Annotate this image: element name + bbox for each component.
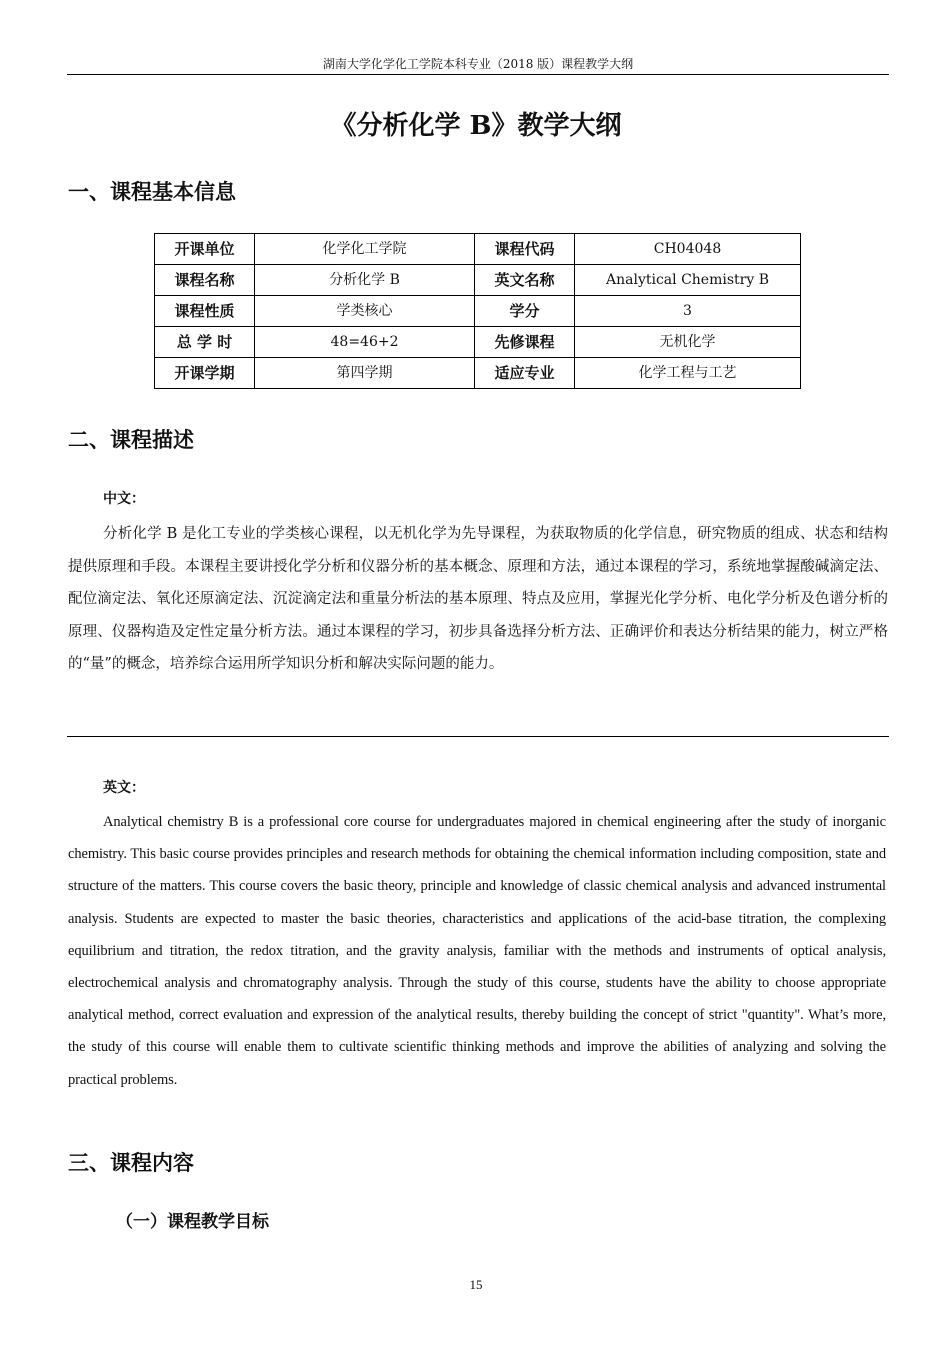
table-label-cell: 开课学期 (155, 358, 255, 389)
chinese-label: 中文： (103, 491, 145, 507)
document-title: 《分析化学 B》教学大纲 (330, 111, 622, 141)
running-header: 湖南大学化学化工学院本科专业（2018 版）课程教学大纲 (67, 54, 889, 75)
chinese-description: 分析化学 B 是化工专业的学类核心课程，以无机化学为先导课程，为获取物质的化学信息，研究物质的组成、状态和结构提供原理和手段。本课程主要讲授化学分析和仪器分析的基本概念、原理和方法，通过本课程的学习，系统地掌握酸碱滴定法、配位滴定法、氧化还原滴定法、沉淀滴定法和重量分析法的基本原理、特点及应用，掌握光化学分析、电化学分析及色谱分析的原理、仪器构造及定性定量分析方法。通过本课程的学习，初步具备选择分析方法、正确评价和表达分析结果的能力，树立严格的“量”的概念，培养综合运用所学知识分析和解决实际问题的能力。 (68, 526, 888, 672)
section-heading-description: 二、课程描述 (68, 427, 194, 452)
table-row (155, 234, 801, 265)
table-value-cell: 学类核心 (255, 296, 475, 327)
table-label-cell: 适应专业 (475, 358, 575, 389)
table-value-cell: 第四学期 (255, 358, 475, 389)
table-label-cell: 学分 (475, 296, 575, 327)
table-row (155, 327, 801, 358)
table-value-cell: 3 (575, 296, 801, 327)
table-value-cell: Analytical Chemistry B (575, 265, 801, 296)
english-description: Analytical chemistry B is a professional core course for undergraduates majored in chemical engineering after the study of inorganic chemistry. This basic course provides principles and research methods for obtaining the chemical information including composition, state and structure of the matters. This course covers the basic theory, principle and knowledge of classic chemical analysis and advanced instrumental analysis. Students are expected to master the basic theories, characteristics and applications of the acid-base titration, the complexing equilibrium and titration, the redox titration, and the gravity analysis, familiar with the methods and instruments of optical analysis, electrochemical analysis and chromatography analysis. Through the study of this course, students have the ability to choose appropriate analytical method, correct evaluation and expression of the analytical results, thereby building the concept of strict "quantity". What’s more, the study of this course will enable them to cultivate scientific thinking methods and improve the abilities of analyzing and solving the practical problems. (68, 814, 886, 1088)
table-value-cell: 48=46+2 (255, 327, 475, 358)
table-value-cell: 化学工程与工艺 (575, 358, 801, 389)
table-value-cell: 无机化学 (575, 327, 801, 358)
table-value-cell: 分析化学 B (255, 265, 475, 296)
page-number: 15 (469, 1277, 483, 1292)
table-row (155, 358, 801, 389)
table-label-cell: 课程性质 (155, 296, 255, 327)
english-label: 英文： (103, 780, 145, 796)
table-value-cell: CH04048 (575, 234, 801, 265)
table-row (155, 296, 801, 327)
subsection-heading-objectives: （一）课程教学目标 (116, 1212, 269, 1232)
table-label-cell: 课程名称 (155, 265, 255, 296)
table-label-cell: 英文名称 (475, 265, 575, 296)
section-heading-basic-info: 一、课程基本信息 (68, 179, 236, 204)
table-label-cell: 先修课程 (475, 327, 575, 358)
section-heading-content: 三、课程内容 (68, 1150, 194, 1175)
table-label-cell: 总 学 时 (155, 327, 255, 358)
divider (67, 736, 889, 737)
table-label-cell: 课程代码 (475, 234, 575, 265)
table-label-cell: 开课单位 (155, 234, 255, 265)
course-info-table (154, 233, 801, 389)
table-value-cell: 化学化工学院 (255, 234, 475, 265)
table-row (155, 265, 801, 296)
